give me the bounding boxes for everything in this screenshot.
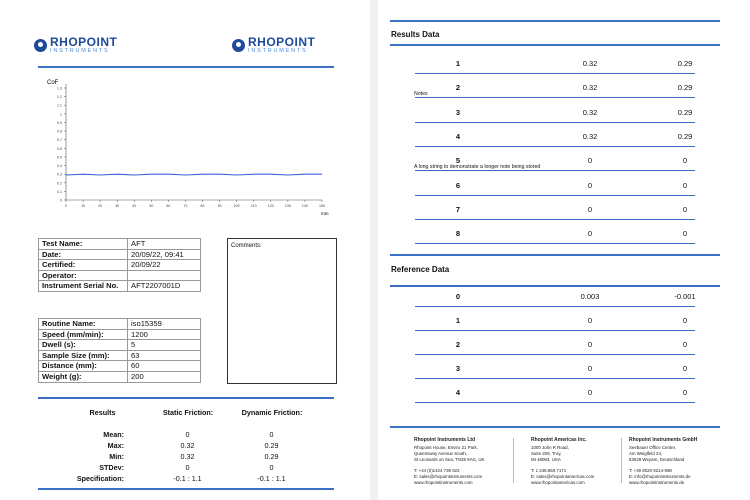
results-data-title: Results Data: [391, 30, 440, 39]
rhopoint-logo: RHOPOINT INSTRUMENTS: [34, 36, 117, 55]
chart-x-tick-label: 60: [166, 204, 171, 208]
routine-info-row-value: 63: [128, 350, 201, 361]
results-data-row-index: 8: [455, 229, 461, 238]
chart-y-tick-label: 0.3: [57, 172, 62, 177]
results-data-row-v1: 0: [587, 205, 593, 214]
footer-line: St Leonards on Sea, TN38 9AG, UK: [414, 457, 485, 462]
results-data-row-index: 3: [455, 108, 461, 117]
chart-x-tick-label: 0: [65, 204, 67, 208]
chart-y-tick-label: 0.8: [57, 129, 62, 134]
reference-data-row-v2: 0: [682, 388, 688, 397]
results-data-row-v1: 0: [587, 181, 593, 190]
reference-data-row: [415, 334, 695, 355]
results-dynamic: 0.29: [264, 441, 279, 450]
routine-info-row-label: Distance (mm):: [39, 361, 128, 372]
chart-y-label: CoF: [47, 80, 59, 86]
routine-info-row-value: 1200: [128, 329, 201, 340]
chart-x-tick-label: 30: [115, 204, 120, 208]
footer-office-name: Rhopoint Instruments GmbH: [629, 437, 698, 443]
results-header: Results: [89, 408, 116, 417]
routine-info-row: [39, 340, 201, 351]
chart-y-tick-label: 0.9: [57, 120, 62, 125]
test-info-row: [39, 260, 201, 271]
chart-x-tick-label: 80: [200, 204, 205, 208]
footer-line: 83629 Weyarn, Deutschland: [629, 457, 685, 462]
footer-office-name: Rhopoint Instruments Ltd: [414, 437, 476, 443]
results-data-row: [415, 102, 695, 123]
results-dynamic: 0: [269, 463, 274, 472]
routine-info-row-label: Routine Name:: [39, 319, 128, 330]
report-page-2: [378, 0, 750, 500]
chart-x-tick-label: 130: [284, 204, 291, 208]
results-label: Min:: [109, 452, 124, 461]
reference-data-row-index: 0: [455, 292, 461, 301]
results-row: [0, 452, 370, 462]
results-dynamic: 0: [269, 430, 274, 439]
chart-y-tick-label: 1.1: [57, 103, 62, 108]
chart-x-tick-label: 150: [319, 204, 325, 208]
chart-x-tick-label: 90: [217, 204, 222, 208]
results-data-row: [415, 126, 695, 147]
test-info-row: [39, 239, 201, 250]
routine-info-table: [38, 318, 201, 383]
routine-info-row: [39, 361, 201, 372]
results-static: 0.32: [180, 441, 195, 450]
chart-x-tick-label: 70: [183, 204, 188, 208]
chart-x-tick-label: 120: [267, 204, 274, 208]
results-data-row: [415, 223, 695, 244]
results-data-row-v2: 0.29: [677, 108, 693, 117]
chart-y-tick-label: 0.7: [57, 138, 62, 143]
footer-line: Queensway Avenue South,: [414, 451, 467, 456]
results-data-row-v1: 0: [587, 229, 593, 238]
reference-data-row-v1: 0.003: [580, 292, 600, 301]
results-label: Max:: [107, 441, 124, 450]
test-info-row-value: 20/09/22: [128, 260, 201, 271]
results-rule: [38, 397, 334, 399]
footer-line: Seebauer Office Center,: [629, 445, 677, 450]
results-data-row-v1: 0.32: [582, 132, 598, 141]
results-label: Mean:: [103, 430, 124, 439]
reference-data-title: Reference Data: [391, 265, 450, 274]
results-data-row-index: 7: [455, 205, 461, 214]
results-data-row-index: 5: [455, 156, 461, 165]
routine-info-row: [39, 371, 201, 382]
results-data-top-rule: [390, 20, 720, 22]
header-rule: [38, 66, 334, 68]
footer-line: Am Weiglfeld 24,: [629, 451, 663, 456]
chart-y-tick-label: 0.2: [57, 181, 62, 186]
results-data-row: [415, 199, 695, 220]
test-info-row-value: AFT2207001D: [128, 281, 201, 292]
reference-data-row-v1: 0: [587, 316, 593, 325]
routine-info-row-label: Weight (g):: [39, 371, 128, 382]
footer-line: Rhopoint House, Enviro 21 Park,: [414, 445, 478, 450]
chart-x-tick-label: 10: [81, 204, 86, 208]
test-info-row-label: Certified:: [39, 260, 128, 271]
results-static: -0.1 : 1.1: [173, 474, 202, 483]
reference-data-row-index: 1: [455, 316, 461, 325]
rhopoint-logo-icon: [232, 39, 245, 52]
chart-y-tick-label: 0.6: [57, 146, 62, 151]
footer-line: T: 1 248.850.7171: [531, 468, 567, 473]
reference-data-row-v1: 0: [587, 340, 593, 349]
results-static: 0: [185, 463, 190, 472]
dynamic-friction-header: Dynamic Friction:: [241, 408, 303, 417]
results-data-row-v1: 0.32: [582, 83, 598, 92]
reference-data-row: [415, 286, 695, 307]
footer-line: www.rhopointamericas.com: [531, 480, 585, 485]
chart-x-label: mm: [321, 211, 329, 216]
footer-line: E: sales@rhopointinstruments.com: [414, 474, 483, 479]
results-data-row: [415, 53, 695, 74]
results-static: 0.32: [180, 452, 195, 461]
chart-y-tick-label: 0.5: [57, 155, 62, 160]
results-data-row-v1: 0: [587, 156, 593, 165]
test-info-row: [39, 270, 201, 281]
cof-chart: [36, 72, 336, 222]
results-dynamic: -0.1 : 1.1: [257, 474, 286, 483]
footer-office-name: Rhopoint Americas Inc.: [531, 437, 587, 443]
routine-info-row-label: Speed (mm/min):: [39, 329, 128, 340]
results-data-row-v2: 0: [682, 205, 688, 214]
reference-data-row: [415, 382, 695, 403]
footer-line: T: +44 (0)1424 739 622: [414, 468, 460, 473]
comments-label: Comments:: [231, 243, 262, 249]
results-data-row-v2: 0.29: [677, 83, 693, 92]
chart-y-tick-label: 0: [60, 198, 62, 203]
reference-data-row: [415, 358, 695, 379]
results-data-row-v1: 0.32: [582, 108, 598, 117]
routine-info-row: [39, 319, 201, 330]
results-data-row-index: 1: [455, 59, 461, 68]
reference-data-row-v2: 0: [682, 340, 688, 349]
routine-info-row-label: Dwell (s):: [39, 340, 128, 351]
chart-x-tick-label: 100: [233, 204, 240, 208]
reference-data-row-index: 4: [455, 388, 461, 397]
test-info-row-label: Operator:: [39, 270, 128, 281]
results-data-row: [415, 175, 695, 196]
chart-x-tick-label: 140: [301, 204, 308, 208]
results-dynamic: 0.29: [264, 452, 279, 461]
chart-x-tick-label: 50: [149, 204, 154, 208]
results-data-rule: [390, 44, 720, 46]
reference-data-row-v2: -0.001: [674, 292, 696, 301]
results-data-row-v2: 0: [682, 181, 688, 190]
footer-rule-right: [390, 426, 720, 428]
routine-info-row-label: Sample Size (mm):: [39, 350, 128, 361]
reference-data-row-v1: 0: [587, 388, 593, 397]
results-row: [0, 430, 370, 440]
results-data-row: [415, 77, 695, 98]
results-data-row-v2: 0: [682, 229, 688, 238]
routine-info-row: [39, 350, 201, 361]
results-data-row-v1: 0.32: [582, 59, 598, 68]
routine-info-row-value: iso15359: [128, 319, 201, 330]
routine-info-row-value: 5: [128, 340, 201, 351]
footer-office: [531, 437, 594, 486]
reference-data-row-v2: 0: [682, 316, 688, 325]
routine-info-row: [39, 329, 201, 340]
results-data-row-v2: 0: [682, 156, 688, 165]
footer-line: E: info@rhopointinstruments.de: [629, 474, 691, 479]
rhopoint-logo-icon: [34, 39, 47, 52]
reference-data-row-v2: 0: [682, 364, 688, 373]
routine-info-row-value: 200: [128, 371, 201, 382]
chart-y-tick-label: 1.2: [57, 95, 62, 100]
comments-box: [227, 238, 337, 384]
test-info-row: [39, 281, 201, 292]
results-data-row-v2: 0.29: [677, 132, 693, 141]
footer-line: E: sales@rhopointamericas.com: [531, 474, 595, 479]
chart-x-tick-label: 20: [98, 204, 103, 208]
chart-y-tick-label: 0.1: [57, 189, 62, 194]
test-info-row-label: Date:: [39, 249, 128, 260]
footer-line: www.rhopointinstruments.com: [414, 480, 473, 485]
reference-data-row: [415, 310, 695, 331]
results-data-row-v2: 0.29: [677, 59, 693, 68]
static-friction-header: Static Friction:: [162, 408, 214, 417]
footer-line: MI 48083, USA: [531, 457, 561, 462]
test-info-row-label: Test Name:: [39, 239, 128, 250]
results-row: [0, 463, 370, 473]
row-note: A long string to demonstrate a longer note being stored: [414, 164, 541, 170]
results-static: 0: [185, 430, 190, 439]
reference-data-top-rule: [390, 254, 720, 256]
rhopoint-logo-right: RHOPOINT INSTRUMENTS: [232, 36, 315, 55]
chart-y-tick-label: 0.4: [57, 164, 62, 169]
chart-x-tick-label: 40: [132, 204, 137, 208]
results-label: Specification:: [76, 474, 124, 483]
routine-info-row-value: 60: [128, 361, 201, 372]
reference-data-row-index: 2: [455, 340, 461, 349]
row-note: Notes: [414, 91, 428, 97]
results-data-row-index: 4: [455, 132, 461, 141]
footer-rule-left: [38, 488, 334, 490]
results-row: [0, 441, 370, 451]
footer-line: T: +49 8020 9214-998: [629, 468, 672, 473]
chart-x-tick-label: 110: [250, 204, 257, 208]
footer-line: www.rhopointinstruments.de: [629, 480, 685, 485]
chart-y-tick-label: 1.3: [57, 86, 62, 91]
test-info-table: [38, 238, 201, 292]
chart-series-line-cof: [66, 174, 322, 175]
footer-line: 1000 John R Road,: [531, 445, 569, 450]
results-data-row-index: 6: [455, 181, 461, 190]
chart-y-tick-label: 1: [60, 112, 62, 117]
test-info-row-value: 20/09/22, 09:41: [128, 249, 201, 260]
reference-data-row-v1: 0: [587, 364, 593, 373]
footer-office: [629, 437, 697, 486]
results-row: [0, 474, 370, 484]
footer-office: [414, 437, 484, 486]
test-info-row-label: Instrument Serial No.: [39, 281, 128, 292]
test-info-row-value: [128, 270, 201, 281]
results-label: STDev:: [99, 463, 124, 472]
results-data-row-index: 2: [455, 83, 461, 92]
reference-data-row-index: 3: [455, 364, 461, 373]
test-info-row-value: AFT: [128, 239, 201, 250]
test-info-row: [39, 249, 201, 260]
footer-line: Suite 209, Troy,: [531, 451, 562, 456]
report-page-1: [0, 0, 370, 500]
